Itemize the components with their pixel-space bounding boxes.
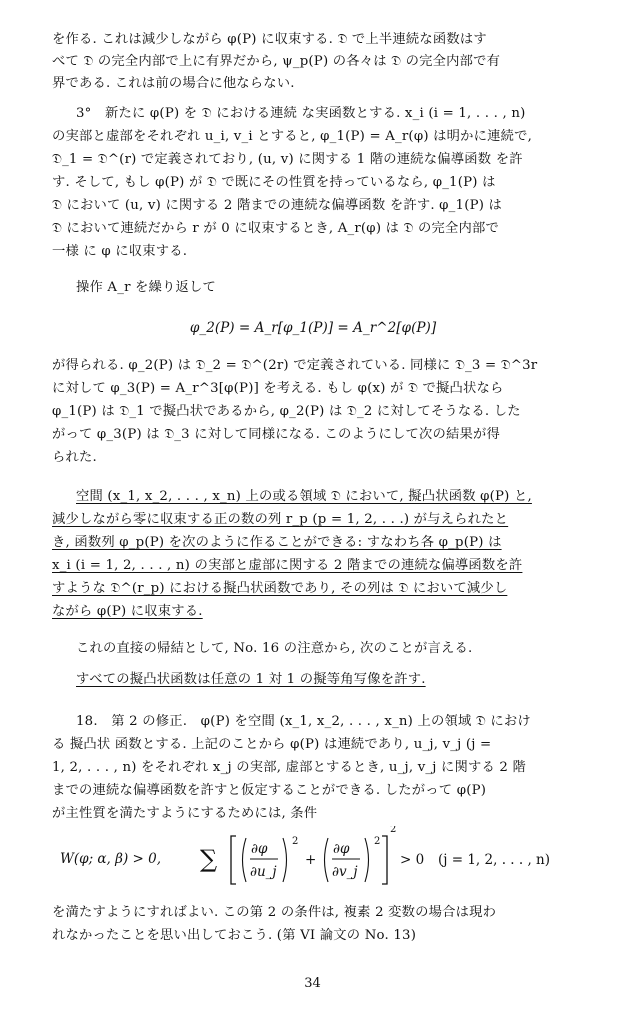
square-exponent-2: 2: [374, 836, 381, 847]
text-line: を作る. これは減少しながら φ(P) に収束する. 𝔇 で上半連続な函数はす: [52, 32, 487, 47]
text-line: 𝔇 において連続だから r が 0 に収束するとき, A_r(φ) は 𝔇 の完全内部で: [52, 221, 500, 236]
text-line: がって φ_3(P) は 𝔇_3 に対して同様になる. このようにして次の結果が得: [52, 427, 500, 442]
theorem-line: 空間 (x_1, x_2, . . . , x_n) 上の或る領域 𝔇 において, 擬凸状函数 φ(P) と,: [76, 489, 532, 504]
sum-symbol: ∑: [200, 845, 218, 873]
text-line: られた.: [52, 450, 97, 465]
text-line: 3° 新たに φ(P) を 𝔇 における連続 な実函数とする. x_i (i = 1, . . . , n): [76, 106, 526, 121]
greater-zero: > 0: [400, 852, 425, 868]
formula-w-term: W(φ; α, β) > 0,: [60, 851, 161, 867]
text-line: べて 𝔇 の完全内部で上に有界だから, ψ_p(P) の各々は 𝔇 の完全内部で有: [52, 54, 501, 69]
text-line: これの直接の帰結として, No. 16 の注意から, 次のことが言える.: [76, 641, 473, 656]
text-line: 界である. これは前の場合に他ならない.: [52, 76, 295, 91]
partial-v: ∂v_j: [332, 864, 358, 880]
index-range: (j = 1, 2, . . . , n): [438, 852, 550, 868]
square-exponent-outer: 2: [390, 826, 397, 835]
partial-phi-1: ∂φ: [251, 841, 268, 857]
text-line: 𝔇_1 = 𝔇^(r) で定義されており, (u, v) に関する 1 階の連続な偏導函数 を許: [52, 152, 523, 167]
text-line: 一様 に φ に収束する.: [52, 244, 188, 259]
text-line: φ_1(P) は 𝔇_1 で擬凸状であるから, φ_2(P) は 𝔇_2 に対してそうなる. した: [52, 404, 521, 419]
plus-sign: +: [305, 852, 317, 868]
text-line: を満たすようにすればよい. この第 2 の条件は, 複素 2 変数の場合は現わ: [52, 905, 497, 920]
page-number: 34: [304, 976, 321, 991]
text-line: が主性質を満たすようにするためには, 条件: [52, 806, 318, 821]
condition-formula: [60, 826, 560, 890]
section-heading-line: 18. 第 2 の修正. φ(P) を空間 (x_1, x_2, . . . , x_n) 上の領域 𝔇 におけ: [76, 714, 531, 729]
text-line: の実部と虚部をそれぞれ u_i, v_i とすると, φ_1(P) = A_r(φ) は明かに連続で,: [52, 129, 533, 144]
theorem-line: き, 函数列 φ_p(P) を次のように作ることができる: すなわち各 φ_p(P) は: [52, 535, 502, 550]
text-line: に対して φ_3(P) = A_r^3[φ(P)] を考える. もし φ(x) が 𝔇 で擬凸状なら: [52, 381, 504, 396]
theorem-line: x_i (i = 1, 2, . . . , n) の実部と虚部に関する 2 階までの連続な偏導函数を許: [52, 558, 523, 573]
text-line: が得られる. φ_2(P) は 𝔇_2 = 𝔇^(2r) で定義されている. 同様に 𝔇_3 = 𝔇^3r: [52, 358, 538, 373]
theorem-line: すような 𝔇^(r_p) における擬凸状函数であり, その列は 𝔇 において減少し: [52, 581, 508, 596]
text-line: 𝔇 において (u, v) に関する 2 階までの連続な偏導函数 を許す. φ_1(P) は: [52, 198, 503, 213]
text-line: す. そして, もし φ(P) が 𝔇 で既にその性質を持っているなら, φ_1(P) は: [52, 175, 496, 190]
partial-u: ∂u_j: [250, 864, 277, 880]
text-line: 操作 A_r を繰り返して: [76, 280, 217, 295]
theorem-line: 減少しながら零に収束する正の数の列 r_p (p = 1, 2, . . .) が与えられたと: [52, 512, 509, 527]
text-line: 1, 2, . . . , n) をそれぞれ x_j の実部, 虚部とするとき, u_j, v_j に関する 2 階: [52, 760, 526, 775]
text-line: れなかったことを思い出しておこう. (第 VI 論文の No. 13): [52, 928, 417, 943]
display-equation: φ_2(P) = A_r[φ_1(P)] = A_r^2[φ(P)]: [189, 320, 437, 336]
text-line: る 擬凸状 函数とする. 上記のことから φ(P) は連続であり, u_j, v_j (j =: [52, 737, 492, 752]
partial-phi-2: ∂φ: [333, 841, 350, 857]
text-line: までの連続な偏導函数を許すと仮定することができる. したがって φ(P): [52, 783, 487, 798]
corollary-line: すべての擬凸状函数は任意の 1 対 1 の擬等角写像を許す.: [76, 672, 426, 687]
square-exponent-1: 2: [292, 836, 299, 847]
theorem-line: ながら φ(P) に収束する.: [52, 604, 203, 619]
